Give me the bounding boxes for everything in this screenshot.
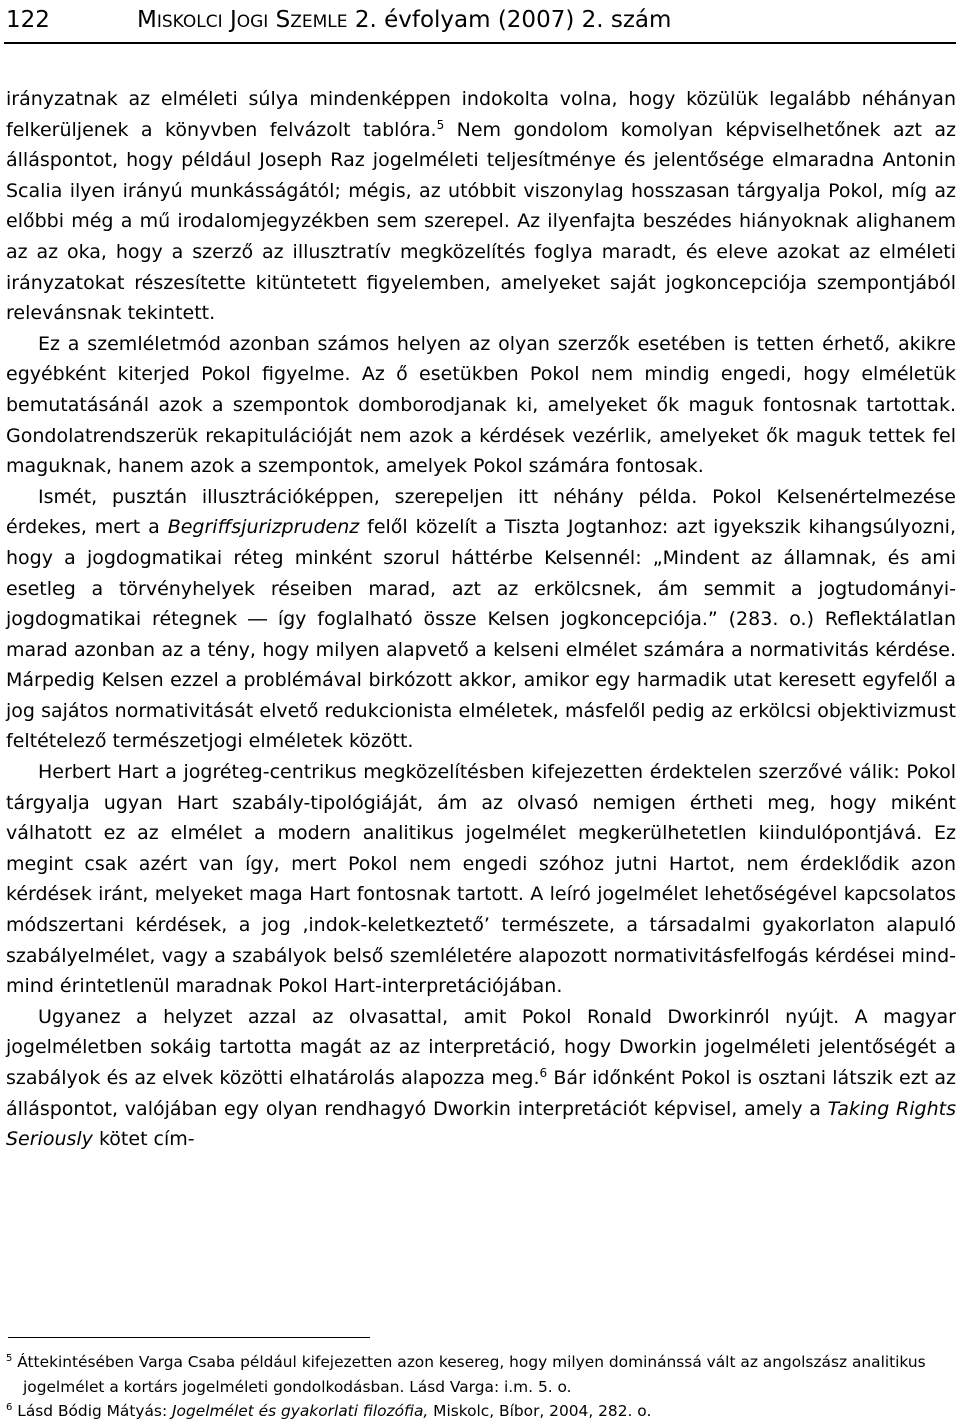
- paragraph: Herbert Hart a jogréteg-centrikus megközelítésben kifejezetten érdektelen szerzővé válik: Pokol tárgyalja ugyan Hart szabály-tipológiáját, ám az olvasó nemigen értheti meg, hogy miként válhatott ez az elmélet a modern analitikus jogelmélet megkerülhetetlen kiindulópontjává. Ez megint csak azért van így, mert Pokol nem engedi szóhoz jutni Hartot, nem érdeklődik azon kérdések iránt, melyeket maga Hart fontosnak tartott. A leíró jogelmélet lehetőségével kapcsolatos módszertani kérdések, a jog ‚indok-keletkeztető’ természete, a társadalmi gyakorlaton alapuló szabályelmélet, vagy a szabályok belső szemléletére alapozott normativitásfelfogás kérdései mind-mind érintetlenül maradnak Pokol Hart-interpretációjában.: [6, 761, 956, 998]
- footnote-text: Lásd Bódig Mátyás:: [12, 1402, 173, 1420]
- text-run: Nem gondolom komolyan képviselhetőnek azt az álláspontot, hogy például Joseph Raz jogelméleti teljesítménye és jelentősége elmaradna Antonin Scalia ilyen irányú munkásságától; mégis, az utóbbit viszonylag hosszasan tárgyalja Pokol, míg az előbbi még a mű irodalomjegyzékben sem szerepel. Az ilyenfajta beszédes hiányoknak alighanem az az oka, hogy a szerző az illusztratív megközelítés foglya maradt, és eleve azokat az elméleti irányzatokat részesítette kitüntetett figyelemben, amelyeket saját jogkoncepciója szempontjából relevánsnak tekintett.: [6, 118, 956, 325]
- text-run: Ismét, pusztán illusztrációképpen, szerepeljen itt néhány példa. Pokol Kelsenértelmezése érdekes, mert a: [6, 485, 956, 539]
- footnote-text: Miskolc, Bíbor, 2004, 282. o.: [428, 1402, 652, 1420]
- text-run: Ugyanez a helyzet azzal az olvasattal, amit Pokol Ronald Dworkinról nyújt. A magyar jogelméletben sokáig tartotta magát az az interpretáció, hogy Dworkin jogelméleti jelentőségét a szabályok és az elvek közötti elhatárolás alapozza meg.: [6, 1005, 956, 1089]
- footnote-text: Áttekintésében Varga Csaba például kifejezetten azon kesereg, hogy milyen dominánssá vált az angolszász analitikus jogelmélet a kortárs jogelméleti gondolkodásban. Lásd Varga: i.m. 5. o.: [12, 1353, 926, 1396]
- footnote-6: [6, 1399, 956, 1424]
- italic-term: Begriffsjurizprudenz: [167, 516, 360, 539]
- journal-title-part: OGI: [236, 12, 269, 32]
- journal-title-part: ZEMLE: [290, 12, 348, 32]
- journal-title: [137, 2, 671, 40]
- journal-title-part: ISKOLCI: [156, 12, 223, 32]
- paragraph: [6, 482, 956, 757]
- footnote-ref-5[interactable]: 5: [436, 117, 445, 132]
- footnote-number: 5: [6, 1353, 13, 1364]
- footnotes: [6, 1350, 956, 1424]
- running-header: [4, 2, 956, 38]
- footnote-ref-6[interactable]: 6: [539, 1066, 548, 1080]
- text-run: Bár időnként Pokol is osztani látszik ezt az álláspontot, valójában egy olyan rendhagyó Dworkin interpretációt képvisel, amely a: [6, 1067, 956, 1120]
- footnote-rule: [8, 1337, 370, 1338]
- text-run: irányzatnak az elméleti súlya mindenképpen indokolta volna, hogy közülük legalább néhányan felkerüljenek a könyvben felvázolt tablóra.: [6, 88, 956, 141]
- journal-title-part: S: [275, 7, 291, 33]
- footnote-number: 6: [6, 1402, 13, 1413]
- italic-title: Taking Rights Seriously: [6, 1097, 956, 1151]
- issue-info: 2. évfolyam (2007) 2. szám: [354, 7, 672, 33]
- page-number: 122: [6, 7, 50, 33]
- paragraph: Ez a szemléletmód azonban számos helyen az olyan szerzők esetében is tetten érhető, akikre egyébként kiterjed Pokol figyelme. Az ő esetükben Pokol nem mindig engedi, hogy elméletük bemutatásánál azok a szempontok domborodjanak ki, amelyeket ők maguk fontosnak tartottak. Gondolatrendszerük rekapitulációját nem azok a kérdések vezérlik, amelyeket ők maguk tettek fel maguknak, hanem azok a szempontok, amelyek Pokol számára fontosak.: [6, 332, 956, 478]
- text-run: kötet cím-: [92, 1128, 195, 1151]
- article-body: [6, 84, 956, 1155]
- paragraph: [6, 1002, 956, 1155]
- paragraph: [6, 84, 956, 329]
- cited-title: Jogelmélet és gyakorlati filozófia,: [172, 1402, 429, 1420]
- footnote-5: [6, 1350, 956, 1399]
- header-rule: [4, 42, 956, 44]
- text-run: felől közelít a Tiszta Jogtanhoz: azt igyekszik kihangsúlyozni, hogy a jogdogmatikai réteg minként szorul háttérbe Kelsennél: „Mindent az államnak, és ami esetleg a törvényhelyek réseiben marad, azt az erkölcsnek, ám semmit a jogtudományi-jogdogmatikai rétegnek ― így foglalható össze Kelsen jogkoncepciója.” (283. o.) Reflektálatlan marad azonban az a tény, hogy milyen alapvető a kelseni elmélet számára a normativitás kérdése. Márpedig Kelsen ezzel a problémával birkózott akkor, amikor egy harmadik utat keresett egyfelől a jog sajátos normativitását elvető redukcionista elméletek, másfelől pedig az erkölcsi objektivizmust feltételező természetjogi elméletek között.: [6, 516, 957, 753]
- journal-title-part: J: [229, 7, 237, 33]
- journal-title-part: M: [137, 7, 157, 33]
